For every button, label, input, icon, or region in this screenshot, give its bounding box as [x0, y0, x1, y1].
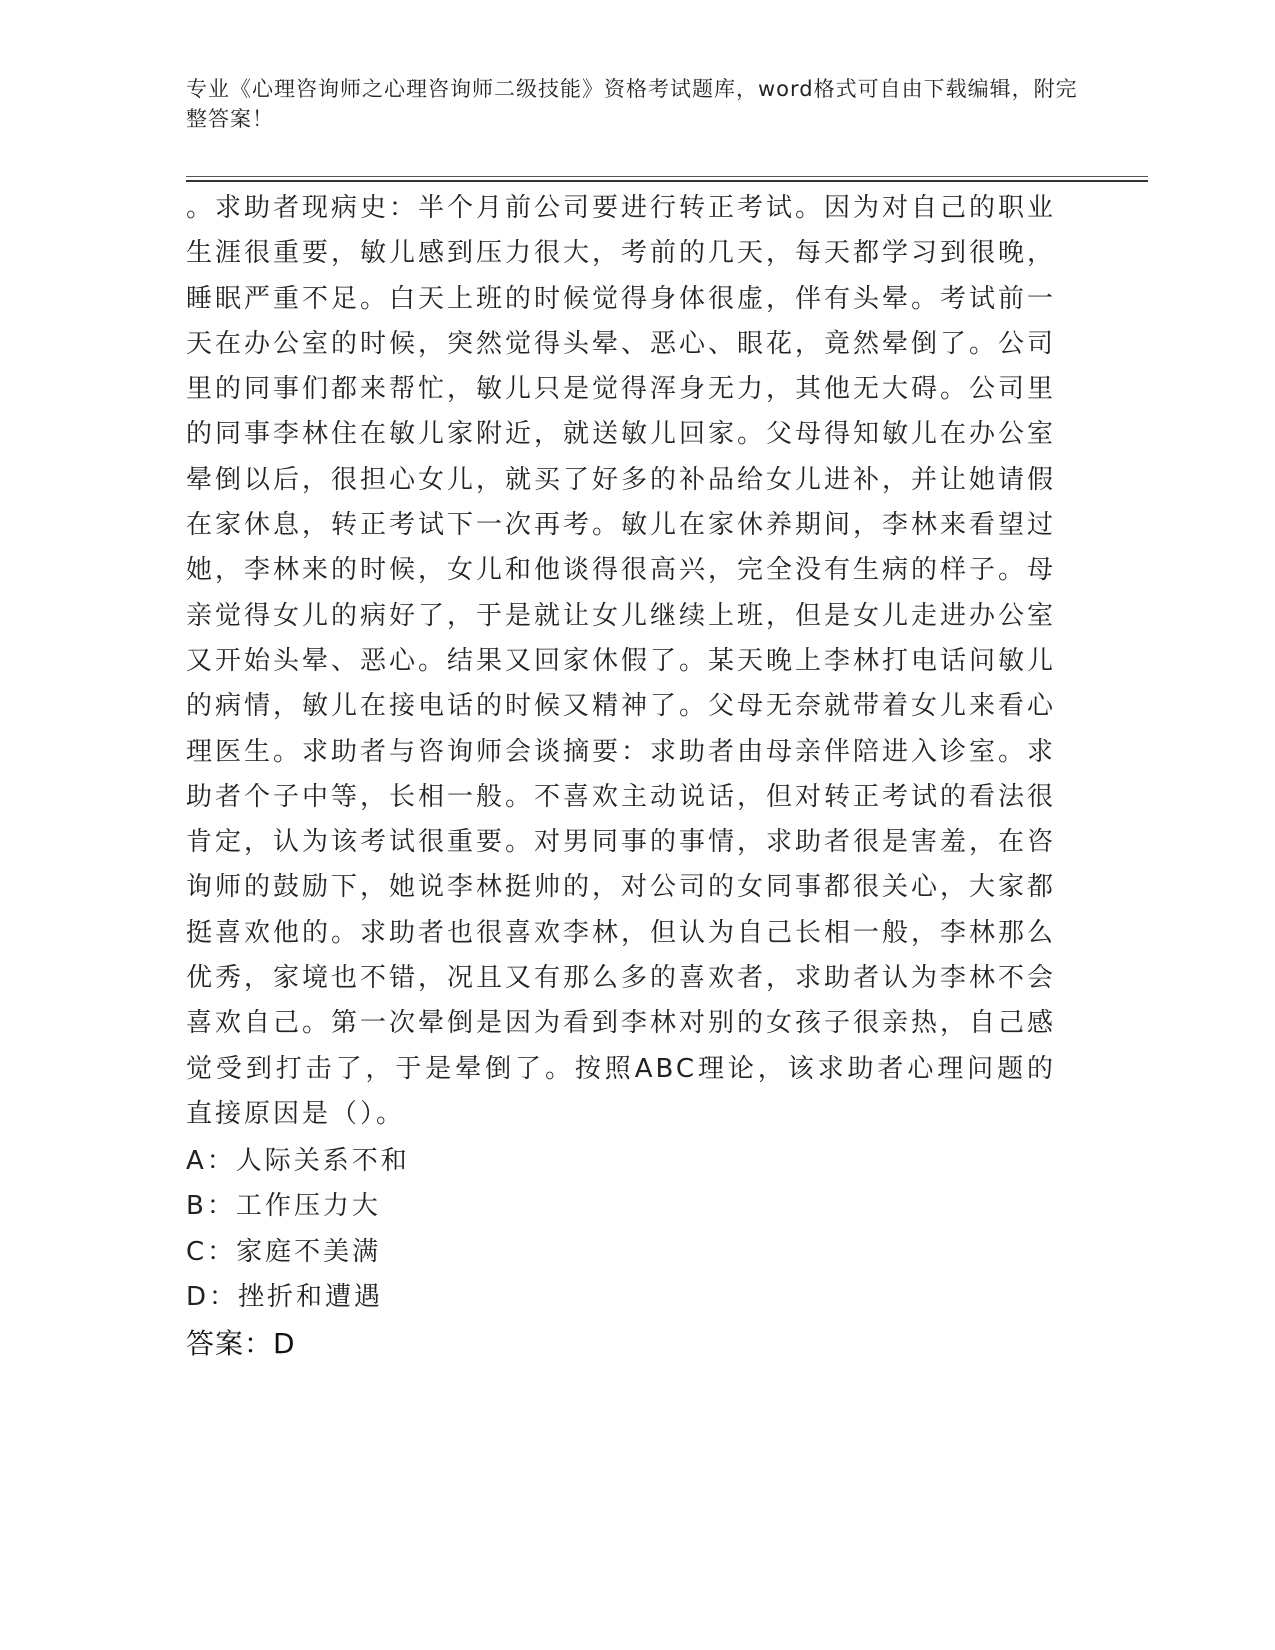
options-list	[186, 1139, 886, 1320]
document-header	[186, 74, 1086, 134]
answer-text: 答案：D	[186, 1327, 296, 1360]
option-c: C：家庭不美满	[186, 1236, 382, 1267]
option-d: D：挫折和遭遇	[186, 1281, 384, 1312]
option-b: B：工作压力大	[186, 1191, 381, 1222]
header-title: 专业《心理咨询师之心理咨询师二级技能》资格考试题库，word格式可自由下载编辑，附完整答案！	[186, 77, 1078, 131]
header-divider	[186, 176, 1148, 182]
option-a: A：人际关系不和	[186, 1146, 410, 1176]
question-text: 。求助者现病史：半个月前公司要进行转正考试。因为对自己的职业生涯很重要，敏儿感到压力很大，考前的几天，每天都学习到很晚，睡眠严重不足。白天上班的时候觉得身体很虚，伴有头晕。考试前一天在办公室的时候，突然觉得头晕、恶心、眼花，竟然晕倒了。公司里的同事们都来帮忙，敏儿只是觉得浑身无力，其他无大碍。公司里的同事李林住在敏儿家附近，就送敏儿回家。父母得知敏儿在办公室晕倒以后，很担心女儿，就买了好多的补品给女儿进补，并让她请假在家休息，转正考试下一次再考。敏儿在家休养期间，李林来看望过她，李林来的时候，女儿和他谈得很高兴，完全没有生病的样子。母亲觉得女儿的病好了，于是就让女儿继续上班，但是女儿走进办公室又开始头晕、恶心。结果又回家休假了。某天晚上李林打电话问敏儿的病情，敏儿在接电话的时候又精神了。父母无奈就带着女儿来看心理医生。求助者与咨询师会谈摘要：求助者由母亲伴陪进入诊室。求助者个子中等，长相一般。不喜欢主动说话，但对转正考试的看法很肯定，认为该考试很重要。对男同事的事情，求助者很是害羞，在咨询师的鼓励下，她说李林挺帅的，对公司的女同事都很关心，大家都挺喜欢他的。求助者也很喜欢李林，但认为自己长相一般，李林那么优秀，家境也不错，况且又有那么多的喜欢者，求助者认为李林不会喜欢自己。第一次晕倒是因为看到李林对别的女孩子很亲热，自己感觉受到打击了，于是晕倒了。按照ABC理论，该求助者心理问题的直接原因是（）。	[186, 193, 1057, 1129]
